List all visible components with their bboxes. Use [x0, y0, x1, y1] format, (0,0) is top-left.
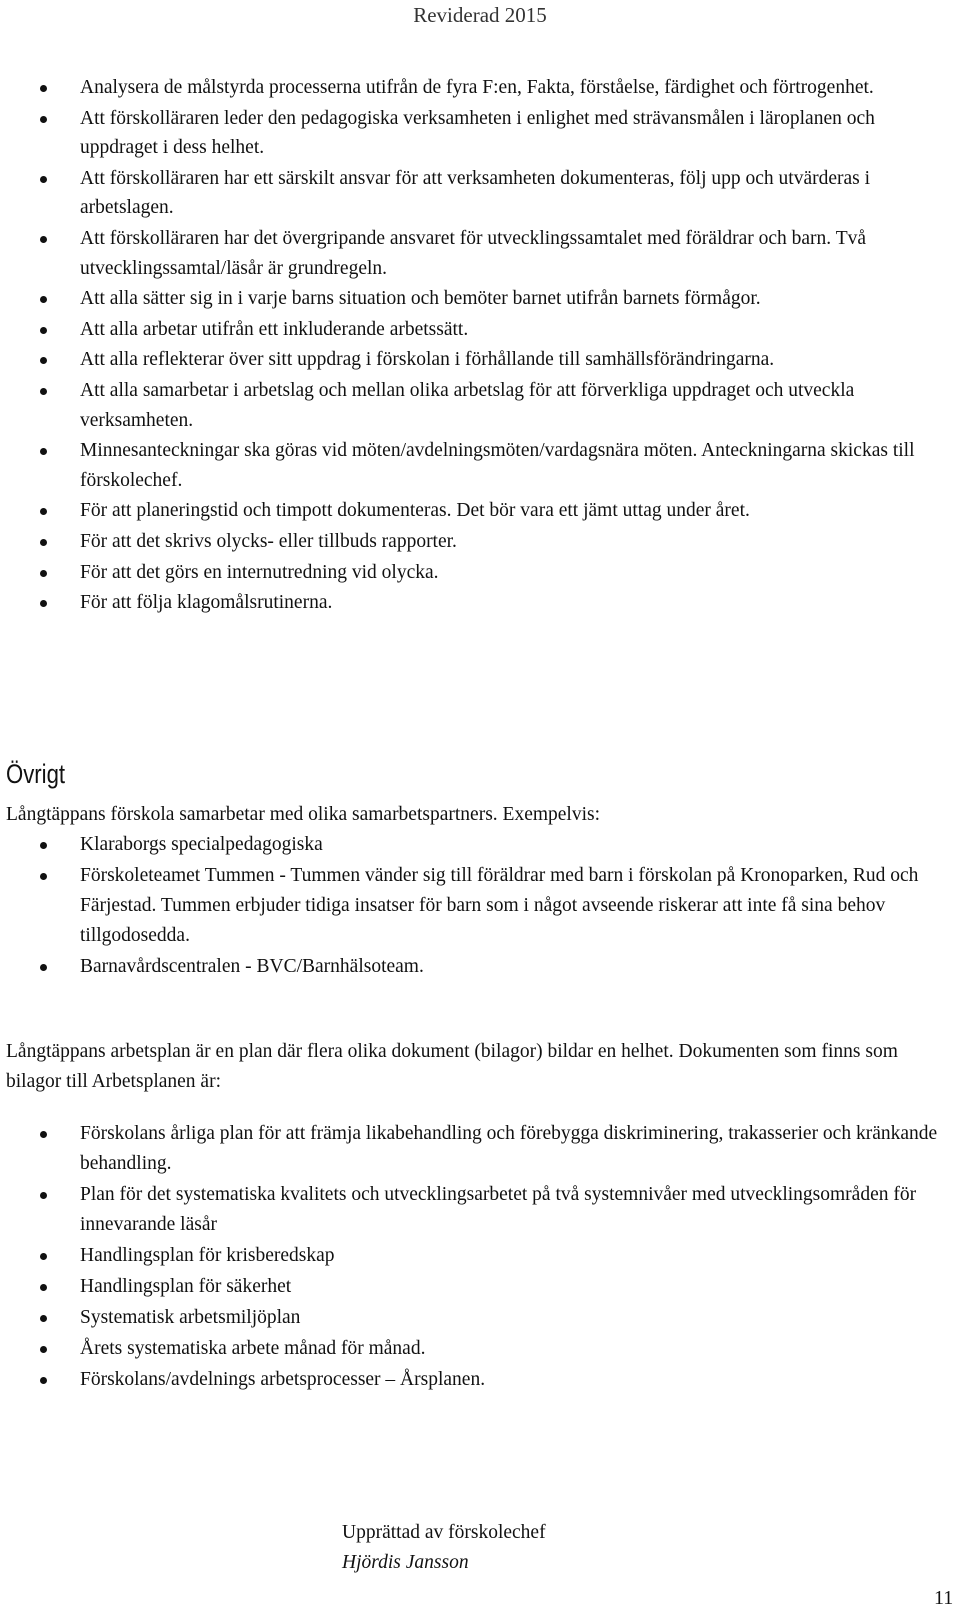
page-number: 11 [934, 1587, 954, 1609]
list-item [0, 527, 960, 557]
partners-list [0, 830, 960, 983]
list-item-text: Minnesanteckningar ska göras vid möten/avdelningsmöten/vardagsnära möten. Anteckningarna skickas till förskolechef. [80, 440, 915, 491]
bullet-icon [40, 508, 47, 515]
list-item [0, 315, 960, 345]
list-item-text: För att det görs en internutredning vid olycka. [80, 561, 439, 583]
arbetsplan-text: Långtäppans arbetsplan är en plan där flera olika dokument (bilagor) bildar en helhet. Dokumenten som finns som bilagor till Arbetsplanen är: [6, 1041, 898, 1092]
list-item [0, 1334, 960, 1364]
list-item-text: Att förskolläraren har ett särskilt ansvar för att verksamheten dokumenteras, följ upp och utvärderas i arbetslagen. [80, 167, 871, 219]
bullet-icon [40, 85, 47, 92]
list-item-text: Att alla reflekterar över sitt uppdrag i förskolan i förhållande till samhällsförändringarna. [80, 349, 775, 371]
bullet-icon [40, 327, 47, 334]
bullet-icon [40, 388, 47, 395]
list-item-text: För att det skrivs olycks- eller tillbuds rapporter. [80, 530, 457, 552]
bullet-icon [40, 1192, 47, 1199]
list-item-text: Förskolans/avdelnings arbetsprocesser – Årsplanen. [80, 1369, 486, 1390]
bullet-icon [40, 1284, 47, 1291]
list-item-text: För att planeringstid och timpott dokumenteras. Det bör vara ett jämt uttag under året. [80, 500, 750, 522]
section-heading-ovrigt: Övrigt [6, 759, 66, 789]
list-item [0, 345, 960, 375]
bullet-icon [40, 842, 47, 849]
list-item [0, 284, 960, 314]
list-item [0, 1119, 960, 1179]
list-item [0, 376, 960, 435]
bullet-icon [40, 176, 47, 183]
list-item [0, 164, 960, 223]
bullet-icon [40, 600, 47, 607]
list-item [0, 1365, 960, 1395]
signature-name: Hjördis Jansson [342, 1552, 469, 1573]
list-item-text: Att förskolläraren leder den pedagogiska verksamheten i enlighet med strävansmålen i läroplanen och uppdraget i dess helhet. [80, 107, 875, 159]
list-item [0, 1303, 960, 1333]
list-item-text: För att följa klagomålsrutinerna. [80, 592, 333, 614]
bullet-icon [40, 539, 47, 546]
list-item-text: Att alla arbetar utifrån ett inkluderande arbetssätt. [80, 318, 469, 340]
list-item-text: Klaraborgs specialpedagogiska [80, 834, 323, 855]
list-item-text: Systematisk arbetsmiljöplan [80, 1307, 301, 1328]
bullet-icon [40, 1131, 47, 1138]
bullet-icon [40, 357, 47, 364]
list-item [0, 436, 960, 495]
list-item-text: Analysera de målstyrda processerna utifrån de fyra F:en, Fakta, förståelse, färdighet och förtrogenhet. [80, 77, 874, 98]
list-item [0, 496, 960, 526]
list-item-text: Förskolans årliga plan för att främja likabehandling och förebygga diskriminering, trakasserier och kränkande behandling. [80, 1123, 938, 1174]
responsibility-list [0, 73, 960, 619]
signature-block [342, 1518, 546, 1578]
list-item-text: Årets systematiska arbete månad för månad. [80, 1338, 426, 1359]
bullet-icon [40, 116, 47, 123]
bilagor-list [0, 1119, 960, 1396]
list-item-text: Att alla sätter sig in i varje barns situation och bemöter barnet utifrån barnets förmågor. [80, 288, 761, 310]
partners-intro: Långtäppans förskola samarbetar med olika samarbetspartners. Exempelvis: [6, 804, 601, 825]
list-item [0, 104, 960, 163]
bullet-icon [40, 236, 47, 243]
revision-header: Reviderad 2015 [413, 3, 547, 27]
bullet-icon [40, 964, 47, 971]
list-item-text: Barnavårdscentralen - BVC/Barnhälsoteam. [80, 956, 424, 977]
list-item-text: Handlingsplan för krisberedskap [80, 1245, 335, 1266]
bullet-icon [40, 1377, 47, 1384]
list-item-text: Handlingsplan för säkerhet [80, 1276, 292, 1297]
bullet-icon [40, 1346, 47, 1353]
list-item [0, 1272, 960, 1302]
list-item [0, 588, 960, 618]
bullet-icon [40, 570, 47, 577]
bullet-icon [40, 1315, 47, 1322]
list-item [0, 952, 960, 982]
list-item [0, 224, 960, 283]
list-item-text: Att alla samarbetar i arbetslag och mellan olika arbetslag för att förverkliga uppdraget och utveckla verksamheten. [80, 379, 855, 431]
bullet-icon [40, 1253, 47, 1260]
signature-label: Upprättad av förskolechef [342, 1522, 546, 1543]
list-item [0, 1180, 960, 1240]
list-item [0, 558, 960, 588]
bullet-icon [40, 873, 47, 880]
list-item [0, 861, 960, 951]
list-item-text: Plan för det systematiska kvalitets och utvecklingsarbetet på två systemnivåer med utvecklingsområden för innevarande läsår [80, 1184, 917, 1235]
list-item-text: Förskoleteamet Tummen - Tummen vänder sig till föräldrar med barn i förskolan på Kronoparken, Rud och Färjestad. Tummen erbjuder tidiga insatser för barn som i något avseende riskerar att inte få sina behov tillgodosedda. [80, 865, 919, 946]
list-item-text: Att förskolläraren har det övergripande ansvaret för utvecklingssamtalet med föräldrar och barn. Två utvecklingssamtal/läsår är grundregeln. [80, 227, 867, 279]
list-item [0, 73, 960, 103]
bullet-icon [40, 296, 47, 303]
bullet-icon [40, 448, 47, 455]
list-item [0, 830, 960, 860]
list-item [0, 1241, 960, 1271]
